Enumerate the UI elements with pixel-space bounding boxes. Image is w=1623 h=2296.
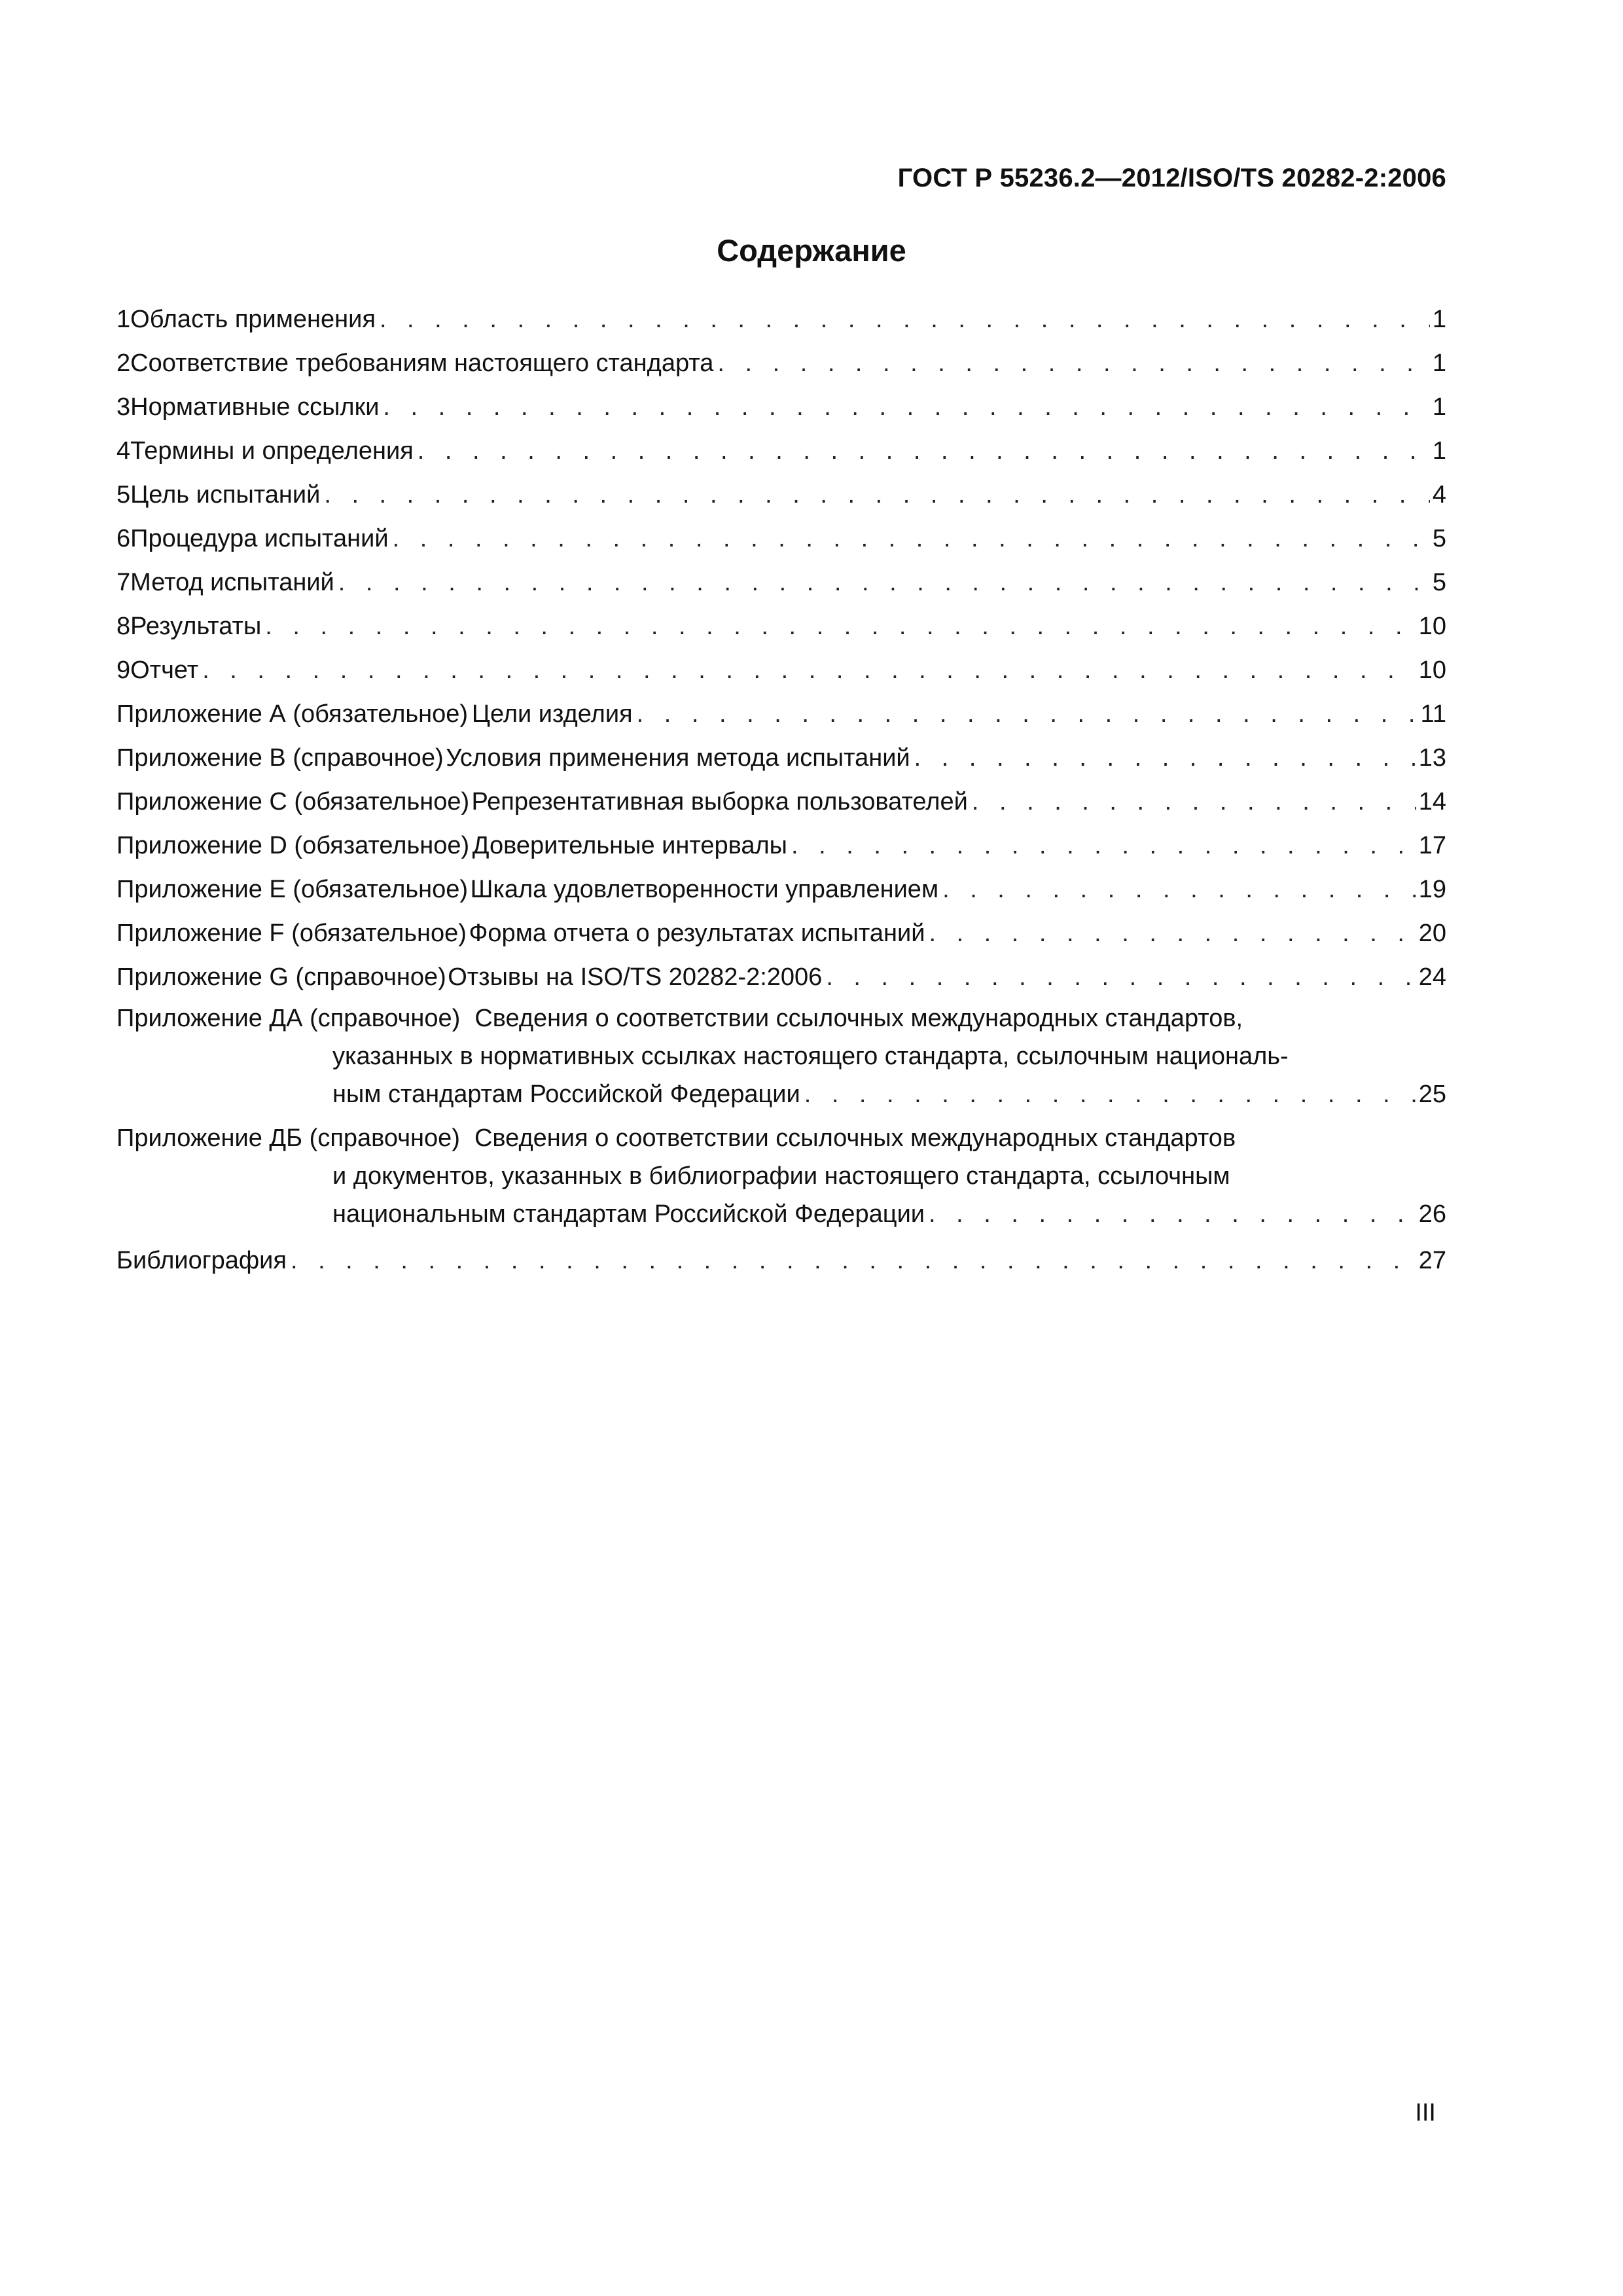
toc-entry-section-9[interactable]	[116, 649, 1446, 692]
toc-entry-page: 1	[1432, 393, 1446, 421]
toc-entry-section-3[interactable]	[116, 386, 1446, 429]
toc-entry-number: 2	[116, 350, 131, 377]
annex-label: Приложение ДБ (справочное)	[116, 1124, 460, 1152]
toc-entry-page: 5	[1432, 569, 1446, 596]
toc-entry-number: 7	[116, 569, 131, 596]
dot-leader	[929, 1195, 1416, 1233]
annex-label: Приложение G (справочное)	[116, 963, 446, 991]
toc-entry-page: 17	[1418, 832, 1446, 859]
annex-title-line-1: Сведения о соответствии ссылочных международных стандартов	[474, 1124, 1236, 1152]
toc-entry-text: Отчет	[130, 656, 199, 684]
toc-entry-text: Нормативные ссылки	[130, 393, 380, 421]
toc-entry-page: 25	[1418, 1081, 1446, 1108]
annex-title-line-1: Сведения о соответствии ссылочных международных стандартов,	[474, 1005, 1243, 1032]
annex-label: Приложение В (справочное)	[116, 744, 444, 772]
dot-leader	[338, 561, 1430, 605]
annex-title: Репрезентативная выборка пользователей	[471, 788, 968, 816]
toc-entry-text: Термины и определения	[130, 437, 414, 465]
toc-entry-number: 5	[116, 481, 131, 509]
annex-title: Шкала удовлетворенности управлением	[470, 876, 939, 903]
toc-entry-number: 4	[116, 437, 131, 465]
toc-entry-page: 1	[1432, 306, 1446, 333]
toc-entry-page: 19	[1418, 876, 1446, 903]
dot-leader	[972, 780, 1416, 824]
dot-leader	[717, 342, 1430, 386]
toc-entry-bibliography[interactable]	[116, 1239, 1446, 1283]
toc-entry-section-8[interactable]	[116, 605, 1446, 649]
toc-title: Содержание	[717, 233, 906, 268]
toc-entry-number: 3	[116, 393, 131, 421]
toc-entry-number: 1	[116, 306, 131, 333]
annex-title-line-2: и документов, указанных в библиографии настоящего стандарта, ссылочным	[332, 1162, 1230, 1190]
toc-entry-annex-g[interactable]	[116, 956, 1446, 999]
table-of-contents	[116, 298, 1446, 1283]
dot-leader	[804, 1075, 1416, 1113]
dot-leader	[637, 692, 1418, 736]
annex-title: Отзывы на ISO/TS 20282-2:2006	[448, 963, 823, 991]
toc-entry-number: 8	[116, 613, 131, 640]
toc-entry-annex-f[interactable]	[116, 912, 1446, 956]
toc-entry-section-7[interactable]	[116, 561, 1446, 605]
toc-entry-page: 1	[1432, 437, 1446, 465]
toc-entry-page: 24	[1418, 963, 1446, 991]
toc-entry-annex-c[interactable]	[116, 780, 1446, 824]
annex-label: Приложение С (обязательное)	[116, 788, 470, 816]
toc-entry-page: 4	[1432, 481, 1446, 509]
annex-label: Приложение Е (обязательное)	[116, 876, 469, 903]
toc-entry-page: 26	[1418, 1200, 1446, 1228]
toc-entry-page: 27	[1418, 1247, 1446, 1274]
dot-leader	[324, 473, 1430, 517]
dot-leader	[418, 429, 1430, 473]
toc-entry-section-6[interactable]	[116, 517, 1446, 561]
toc-entry-annex-b[interactable]	[116, 736, 1446, 780]
toc-entry-section-1[interactable]	[116, 298, 1446, 342]
annex-title: Форма отчета о результатах испытаний	[469, 920, 925, 947]
toc-entry-page: 20	[1418, 920, 1446, 947]
toc-entry-page: 13	[1418, 744, 1446, 772]
annex-title-line-2: указанных в нормативных ссылках настоящего стандарта, ссылочным националь-	[332, 1043, 1289, 1070]
dot-leader	[826, 956, 1416, 999]
toc-entry-page: 5	[1432, 525, 1446, 552]
dot-leader	[380, 298, 1430, 342]
toc-entry-page: 11	[1420, 700, 1446, 728]
annex-title-line-3: ным стандартам Российской Федерации	[332, 1081, 800, 1108]
annex-label: Приложение F (обязательное)	[116, 920, 467, 947]
dot-leader	[383, 386, 1429, 429]
toc-entry-annex-d[interactable]	[116, 824, 1446, 868]
annex-label: Приложение D (обязательное)	[116, 832, 470, 859]
toc-entry-page: 14	[1418, 788, 1446, 816]
annex-title: Условия применения метода испытаний	[446, 744, 910, 772]
dot-leader	[942, 868, 1416, 912]
toc-entry-page: 1	[1432, 350, 1446, 377]
toc-entry-page: 10	[1418, 656, 1446, 684]
toc-entry-text: Цель испытаний	[130, 481, 321, 509]
toc-entry-text: Библиография	[116, 1247, 287, 1274]
toc-entry-text: Область применения	[130, 306, 376, 333]
annex-title: Доверительные интервалы	[472, 832, 787, 859]
toc-entry-annex-a[interactable]	[116, 692, 1446, 736]
annex-title: Цели изделия	[471, 700, 633, 728]
annex-label: Приложение А (обязательное)	[116, 700, 469, 728]
dot-leader	[265, 605, 1416, 649]
toc-entry-section-5[interactable]	[116, 473, 1446, 517]
dot-leader	[791, 824, 1416, 868]
annex-title-line-3: национальным стандартам Российской Федерации	[332, 1200, 925, 1228]
document-header-code: ГОСТ Р 55236.2—2012/ISO/TS 20282-2:2006	[897, 164, 1446, 192]
dot-leader	[929, 912, 1416, 956]
toc-entry-number: 9	[116, 656, 131, 684]
dot-leader	[393, 517, 1430, 561]
dot-leader	[914, 736, 1416, 780]
toc-entry-annex-db[interactable]	[116, 1119, 1446, 1233]
toc-entry-annex-e[interactable]	[116, 868, 1446, 912]
annex-label: Приложение ДА (справочное)	[116, 1005, 461, 1032]
toc-entry-section-4[interactable]	[116, 429, 1446, 473]
toc-entry-text: Соответствие требованиям настоящего стандарта	[130, 350, 714, 377]
page-number: III	[1415, 2099, 1436, 2126]
dot-leader	[291, 1239, 1416, 1283]
toc-entry-text: Метод испытаний	[130, 569, 334, 596]
dot-leader	[202, 649, 1416, 692]
toc-entry-section-2[interactable]	[116, 342, 1446, 386]
toc-entry-number: 6	[116, 525, 131, 552]
toc-entry-text: Результаты	[130, 613, 262, 640]
toc-entry-annex-da[interactable]	[116, 999, 1446, 1113]
toc-entry-text: Процедура испытаний	[130, 525, 389, 552]
toc-entry-page: 10	[1418, 613, 1446, 640]
